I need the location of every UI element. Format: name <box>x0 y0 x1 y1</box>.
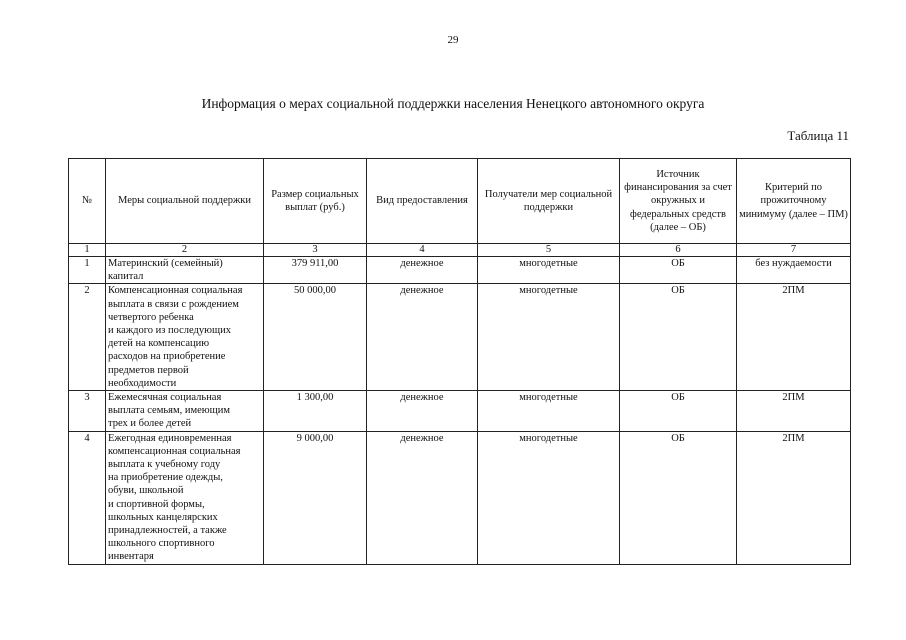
document-title: Информация о мерах социальной поддержки населения Ненецкого автономного округа <box>201 96 705 111</box>
provision-form: денежное <box>367 257 478 284</box>
social-support-table <box>68 158 851 565</box>
header-criterion: Критерий по прожиточному минимуму (далее – ПМ) <box>737 159 851 244</box>
funding-source: ОБ <box>620 257 737 284</box>
page-number: 29 <box>447 34 459 46</box>
header-number: № <box>69 159 106 244</box>
recipients: многодетные <box>478 391 620 432</box>
column-number: 4 <box>367 244 478 257</box>
row-number: 3 <box>69 391 106 432</box>
payment-amount: 1 300,00 <box>264 391 367 432</box>
row-number: 2 <box>69 284 106 391</box>
column-number: 1 <box>69 244 106 257</box>
table-row <box>69 431 851 564</box>
table-row <box>69 391 851 432</box>
header-measure: Меры социальной поддержки <box>106 159 264 244</box>
row-number: 1 <box>69 257 106 284</box>
header-amount: Размер социальных выплат (руб.) <box>264 159 367 244</box>
provision-form: денежное <box>367 391 478 432</box>
table-label: Таблица 11 <box>787 128 849 143</box>
column-number: 2 <box>106 244 264 257</box>
recipients: многодетные <box>478 284 620 391</box>
table-row <box>69 257 851 284</box>
column-number: 3 <box>264 244 367 257</box>
recipients: многодетные <box>478 257 620 284</box>
recipients: многодетные <box>478 431 620 564</box>
measure-name: Ежегодная единовременная компенсационная социальная выплата к учебному году на приобретение одежды, обуви, школьной и спортивной формы, школьных канцелярских принадлежностей, а также школьного спортивного инвентаря <box>106 431 264 564</box>
income-criterion: 2ПМ <box>737 431 851 564</box>
table-row <box>69 284 851 391</box>
header-source: Источник финансирования за счет окружных и федеральных средств (далее – ОБ) <box>620 159 737 244</box>
table-header-row <box>69 159 851 244</box>
column-number: 5 <box>478 244 620 257</box>
payment-amount: 379 911,00 <box>264 257 367 284</box>
funding-source: ОБ <box>620 284 737 391</box>
column-number: 7 <box>737 244 851 257</box>
header-recipients: Получатели мер социальной поддержки <box>478 159 620 244</box>
header-form: Вид предоставления <box>367 159 478 244</box>
payment-amount: 9 000,00 <box>264 431 367 564</box>
funding-source: ОБ <box>620 431 737 564</box>
measure-name: Материнский (семейный) капитал <box>106 257 264 284</box>
measure-name: Компенсационная социальная выплата в связи с рождением четвертого ребенка и каждого из последующих детей на компенсацию расходов на приобретение предметов первой необходимости <box>106 284 264 391</box>
funding-source: ОБ <box>620 391 737 432</box>
provision-form: денежное <box>367 284 478 391</box>
measure-name: Ежемесячная социальная выплата семьям, имеющим трех и более детей <box>106 391 264 432</box>
payment-amount: 50 000,00 <box>264 284 367 391</box>
income-criterion: без нуждаемости <box>737 257 851 284</box>
income-criterion: 2ПМ <box>737 284 851 391</box>
income-criterion: 2ПМ <box>737 391 851 432</box>
column-number: 6 <box>620 244 737 257</box>
row-number: 4 <box>69 431 106 564</box>
column-number-row <box>69 244 851 257</box>
provision-form: денежное <box>367 431 478 564</box>
